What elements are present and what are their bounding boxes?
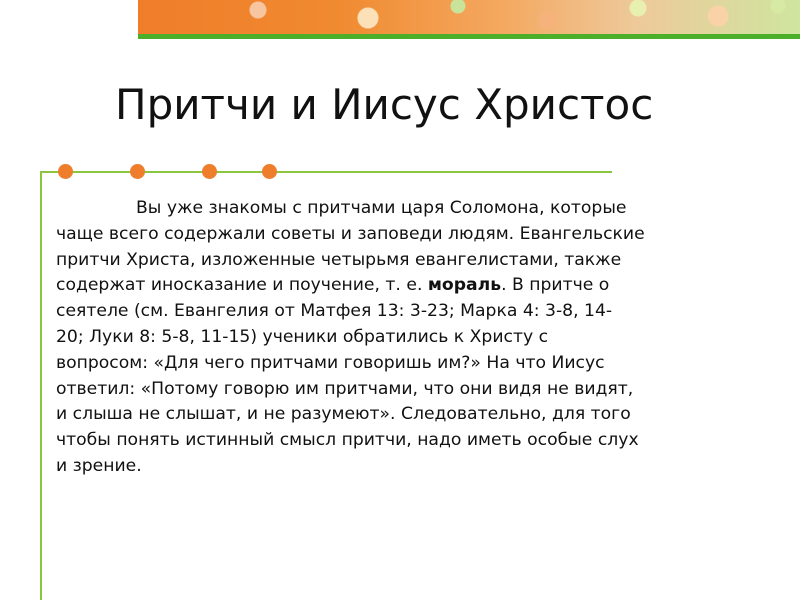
body-line: и слыша не слышат, и не разумеют». Следовательно, для того	[56, 404, 631, 425]
body-text-run: содержат иносказание и поучение, т. е.	[56, 275, 428, 296]
body-line	[56, 273, 716, 299]
bullet-dot-1	[58, 164, 73, 179]
horizontal-divider	[40, 171, 612, 173]
slide-title: Притчи и Иисус Христос	[115, 80, 654, 129]
vertical-divider	[40, 171, 42, 600]
body-line: ответил: «Потому говорю им притчами, что они видя не видят,	[56, 378, 634, 399]
body-line: и зрение.	[56, 455, 142, 476]
body-line: Вы уже знакомы с притчами царя Соломона, которые	[136, 198, 627, 218]
body-line: чаще всего содержали советы и заповеди людям. Евангельские	[56, 223, 645, 244]
bullet-dot-2	[130, 164, 145, 179]
body-line: сеятеле (см. Евангелия от Матфея 13: 3-23; Марка 4: 3-8, 14-	[56, 301, 613, 322]
slide-body	[56, 196, 716, 480]
body-line: притчи Христа, изложенные четырьмя евангелистами, также	[56, 249, 622, 270]
body-line: чтобы понять истинный смысл притчи, надо иметь особые слух	[56, 430, 639, 451]
body-line: вопросом: «Для чего притчами говоришь им?» На что Иисус	[56, 352, 605, 373]
body-text-run: . В притче о	[501, 275, 610, 296]
banner-underline	[138, 34, 800, 39]
bullet-dot-3	[202, 164, 217, 179]
decorative-banner	[138, 0, 800, 34]
bold-term: мораль	[427, 275, 502, 296]
body-line: 20; Луки 8: 5-8, 11-15) ученики обратились к Христу с	[56, 326, 549, 347]
bullet-dot-4	[262, 164, 277, 179]
